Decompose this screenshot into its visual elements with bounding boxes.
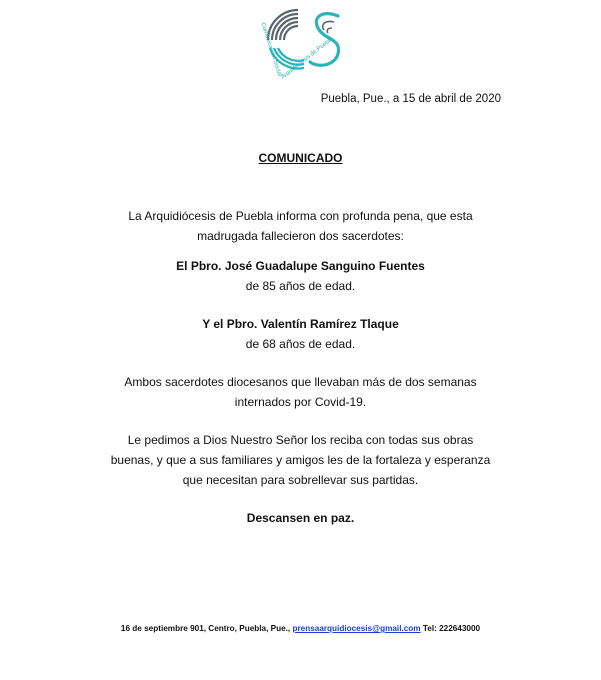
document-title: COMUNICADO [258, 151, 343, 165]
footer-phone: Tel: 222643000 [420, 624, 481, 633]
intro-line: madrugada fallecieron dos sacerdotes: [197, 229, 404, 243]
paragraph-line: Ambos sacerdotes diocesanos que llevaban más de dos semanas [124, 375, 477, 389]
footer-address: 16 de septiembre 901, Centro, Puebla, Pue., [120, 624, 293, 633]
logo-dark-s-stripes [323, 21, 334, 33]
document-date: Puebla, Pue., a 15 de abril de 2020 [320, 93, 501, 105]
footer-contact [0, 624, 601, 633]
logo-text-arquidiocesis: Arquidiócesis de Puebla [280, 36, 335, 81]
logo-teal-s [310, 14, 339, 66]
prayer-paragraph [0, 430, 601, 490]
priest-2-name: Y el Pbro. Valentín Ramírez Tlaque [202, 317, 399, 331]
paragraph-line: Le pedimos a Dios Nuestro Señor los reciba con todas sus obras [127, 433, 474, 447]
intro-line: La Arquidiócesis de Puebla informa con profunda pena, que esta [128, 209, 473, 223]
priest-1-age: de 85 años de edad. [245, 279, 356, 293]
priest-2-block [0, 314, 601, 354]
logo-text-comunicacion: Comunicación Social [259, 22, 283, 78]
comunicacion-social-logo [258, 2, 354, 82]
priest-1-block [0, 256, 601, 296]
intro-paragraph [0, 206, 601, 246]
paragraph-line: internados por Covid-19. [234, 395, 367, 409]
footer-email-link[interactable]: prensaarquidiocesis@gmail.com [292, 624, 421, 633]
priest-2-age: de 68 años de edad. [245, 337, 356, 351]
covid-paragraph [0, 372, 601, 412]
paragraph-line: buenas, y que a sus familiares y amigos les de la fortaleza y esperanza [110, 453, 491, 467]
closing-line: Descansen en paz. [246, 511, 355, 525]
logo-dark-c [268, 10, 298, 40]
priest-1-name: El Pbro. José Guadalupe Sanguino Fuentes [176, 259, 425, 273]
paragraph-line: que necesitan para sobrellevar sus partidas. [182, 473, 419, 487]
